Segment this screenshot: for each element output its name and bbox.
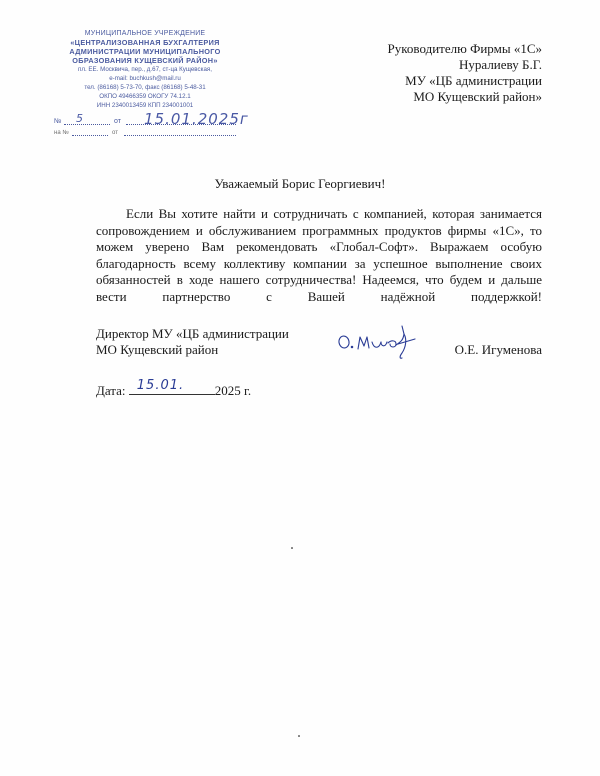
date-handwritten: 15.01. [136,378,185,393]
scan-speck [298,735,300,737]
ref-date-label: от [112,130,118,136]
ref-date-underline [124,135,236,136]
stamp-line: ИНН 2340013459 КПП 234001001 [96,102,194,109]
salutation: Уважаемый Борис Георгиевич! [214,176,386,191]
handwritten-signature [330,322,430,362]
addressee-line: Нуралиеву Б.Г. [459,57,542,72]
stamp-line: тел. (86168) 5-73-70, факс (86168) 5-48-31 [84,84,206,91]
stamp-line: e-mail: buchkush@mail.ru [109,75,181,82]
date-line [96,378,252,399]
reg-date-label: от [114,118,121,125]
letter-body: Если Вы хотите найти и сотрудничать с компанией, которая занимается сопровождением и обслуживанием программных продуктов фирмы «1С», то можем уверено Вам рекомендовать «Глобал-Софт». Выражаем особую благодарность всему коллективу компании за успешное выполнение своих обязанностей в ходе нашего сотрудничества! Надеемся, что будем и дальше вести партнерство с Вашей надёжной поддержкой! [96,206,542,304]
reg-date-handwritten: 15.01.2025г [144,110,249,128]
date-fill-line [129,378,215,395]
organization-corner-stamp [54,29,249,137]
scan-speck [291,547,293,549]
signatory-position [96,326,289,358]
stamp-line: АДМИНИСТРАЦИИ МУНИЦИПАЛЬНОГО [69,47,221,56]
stamp-line: пл. ЕЕ. Москвича, пер., д.67, ст-ца Кущевская, [78,66,212,73]
date-label: Дата: [96,383,126,398]
registration-number-row [54,110,249,128]
addressee-line: МУ «ЦБ администрации [405,73,542,88]
reg-number-handwritten: 5 [76,112,83,125]
reference-number-row [54,128,236,137]
stamp-line: ОКПО 49466359 ОКОГУ 74.12.1 [99,93,191,100]
reg-number-underline [64,124,110,125]
signatory-position-line: Директор МУ «ЦБ администрации [96,326,289,341]
date-year: 2025 г. [214,383,252,398]
stamp-line: «ЦЕНТРАЛИЗОВАННАЯ БУХГАЛТЕРИЯ [70,38,220,47]
addressee-line: Руководителю Фирмы «1С» [387,41,542,56]
signatory-position-line: МО Кущевский район [96,342,219,357]
addressee-line: МО Кущевский район» [413,89,542,104]
reg-number-prefix: № [54,118,62,125]
ref-number-underline [72,135,108,136]
ref-number-prefix: на № [54,130,69,136]
addressee-block [388,41,542,105]
signatory-name: О.Е. Игуменова [454,342,542,357]
stamp-line: МУНИЦИПАЛЬНОЕ УЧРЕЖДЕНИЕ [84,30,206,37]
stamp-line: ОБРАЗОВАНИЯ КУЩЕВСКИЙ РАЙОН» [72,56,218,65]
